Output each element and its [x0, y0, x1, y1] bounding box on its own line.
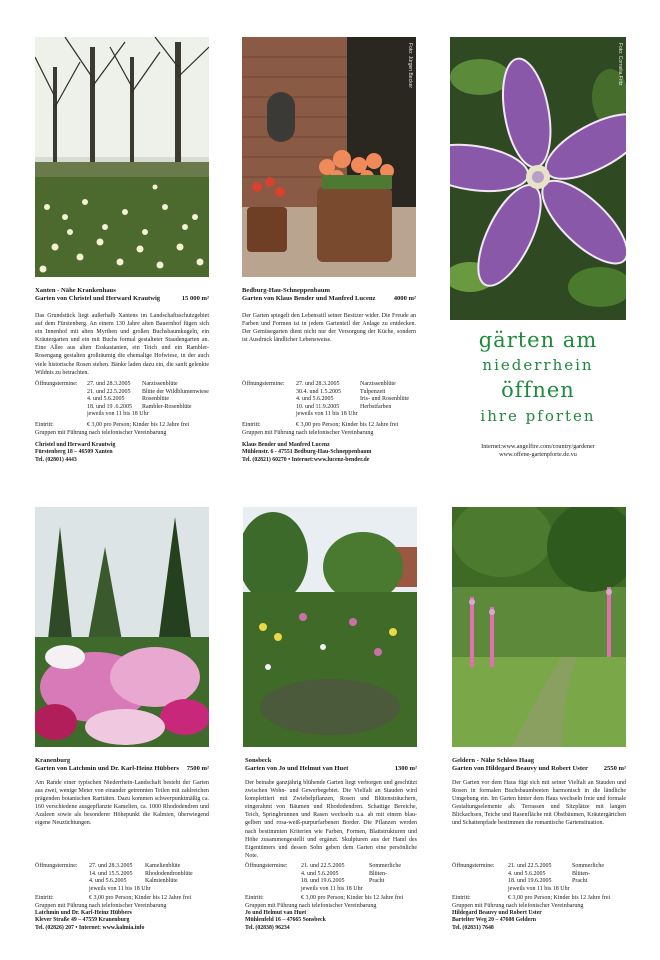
contact-line: Klever Straße 49 – 47559 Kranenburg	[35, 917, 130, 924]
event: Narzissenblüte	[360, 381, 396, 387]
contact-line: Christel und Herward Krautwig	[35, 442, 116, 448]
event: Herbstfarben	[360, 403, 392, 410]
fee-value: € 3,00 pro Person; Kinder bis 12 Jahre frei	[301, 895, 404, 901]
garden-heading	[242, 287, 416, 304]
event: Rosenblüte	[142, 396, 169, 403]
date: 4. und 5.6.2005	[89, 878, 127, 885]
date: 4. und 5.6.2005	[301, 870, 339, 877]
contact-line: Klaus Bender und Manfred Lucenz	[242, 442, 330, 448]
admission	[242, 422, 416, 438]
contact-line: Bartelter Weg 20 – 47608 Geldern	[452, 917, 536, 924]
photo-geldern-garden	[452, 507, 626, 747]
date: 30.4. und 1.5.2005	[296, 388, 341, 395]
groups-note: Gruppen mit Führung nach telefonischer Vereinbarung	[242, 429, 374, 436]
title-line: niederrhein	[482, 356, 594, 374]
event: Sommerliche	[369, 863, 401, 869]
hours-label: Öffnungstermine:	[245, 863, 288, 869]
garden-contact	[35, 910, 144, 932]
opening-dates	[35, 381, 209, 421]
groups-note: Gruppen mit Führung nach telefonischer Vereinbarung	[452, 902, 584, 909]
fee-value: € 3,00 pro Person; Kinder bis 12 Jahre frei	[89, 895, 192, 901]
groups-note: Gruppen mit Führung nach telefonischer Vereinbarung	[35, 429, 167, 436]
hours-label: Öffnungstermine:	[242, 381, 285, 387]
fee-label: Eintritt:	[242, 422, 261, 428]
event: Pracht	[369, 878, 385, 885]
garden-size: 2550 m²	[603, 765, 626, 773]
contact-line: Jo und Helmut van Huet	[245, 910, 307, 916]
fee-label: Eintritt:	[452, 895, 471, 901]
date: 21. und 22.5.2005	[508, 863, 552, 869]
date: 27. und 28.3.2005	[87, 381, 131, 387]
garden-description: Der Garten spiegelt den Lebensstil seiner Besitzer wider. Die Freude an Farben und Formen ist in jedem Gartenteil der Anlage zu entdecken. Der Gemüsegarten dient nicht nur der Versorgung der Küche, sondern ist Ausdruck ländlicher Lebensweise.	[242, 313, 416, 344]
date: 27. und 28.3.2005	[296, 381, 340, 387]
date: jeweils von 11 bis 18 Uhr	[508, 885, 570, 892]
contact-line: Hildegard Beauvy und Robert Uster	[452, 910, 542, 916]
event: Blüte der Wildblumenwiese	[142, 388, 209, 395]
date: 18. und 19 .6.2005	[87, 403, 132, 410]
date: jeweils von 11 bis 18 Uhr	[89, 885, 151, 892]
groups-note: Gruppen mit Führung nach telefonischer Vereinbarung	[245, 902, 377, 909]
event: Rambler-Rosenblüte	[142, 403, 192, 410]
photo-bedburg-hau-garden	[242, 37, 416, 277]
photo-credit: Foto: Cornelia Fritz	[617, 43, 623, 86]
fee-value: € 3,00 pro Person; Kinder bis 12 Jahre frei	[87, 422, 190, 428]
groups-note: Gruppen mit Führung nach telefonischer Vereinbarung	[35, 902, 167, 909]
admission	[35, 422, 209, 438]
garden-contact	[245, 910, 326, 932]
fee-value: € 3,00 pro Person; Kinder bis 12 Jahre frei	[508, 895, 611, 901]
garden-name: Garten von Christel und Herward Krautwig	[35, 295, 161, 303]
event: Blüten-	[369, 870, 387, 877]
title-line: gärten am	[478, 328, 598, 352]
fee-label: Eintritt:	[245, 895, 264, 901]
garden-place: Geldern - Nähe Schloss Haag	[452, 757, 535, 764]
contact-line: Latchmin und Dr. Karl-Heinz Hübbers	[35, 910, 132, 916]
garden-place: Sonsbeck	[245, 757, 272, 764]
contact-line: Tel. (02821) 60270 • Internet:www.lucenz-bender.de	[242, 456, 370, 463]
garden-description: Das Grundstück liegt außerhalb Xantens im Landschaftsschutzgebiet auf dem Fürstenberg. An einem 130 Jahre alten Bauernhof fügen sich ein Innenhof mit alten Myrthen und großen Buchsbaumkugeln, ein Kräutergarten und ein mit Buchs formal gestalteter Staudengarten an. Eine Allee aus alten Esskastanien, ein Teich und ein Rambler-Rosengang gestalten großräumig die ehemalige Hofwiese, in der auch viele historische Rosen stehen. Bänke laden dazu ein, die sanft gelenkte Wildnis zu betrachten.	[35, 313, 209, 376]
title-line: ihre pforten	[480, 407, 596, 425]
date: 18. und 19.6.2005	[508, 878, 552, 885]
date: jeweils von 11 bis 18 Uhr	[87, 411, 149, 418]
fee-label: Eintritt:	[35, 422, 54, 428]
date: 18. und 19.6.2005	[301, 878, 345, 885]
contact-line: Fürstenberg 18 – 46509 Xanten	[35, 449, 113, 456]
date: 21. und 22.5.2005	[87, 388, 131, 395]
hours-label: Öffnungstermine:	[35, 381, 78, 387]
garden-contact	[242, 442, 371, 464]
garden-heading	[245, 757, 417, 774]
photo-kranenburg-garden	[35, 507, 209, 747]
photo-sonsbeck-garden	[243, 507, 417, 747]
event: Iris- und Rosenblüte	[360, 396, 409, 403]
garden-size: 7500 m²	[186, 765, 209, 773]
garden-heading	[35, 287, 209, 304]
contact-line: Tel. (02826) 207 • Internet: www.kalmia.info	[35, 924, 145, 931]
admission	[452, 895, 626, 911]
garden-place: Bedburg-Hau-Schneppenbaum	[242, 287, 330, 294]
title-line: öffnen	[501, 378, 575, 402]
fee-label: Eintritt:	[35, 895, 54, 901]
date: 10. und 11.9.2005	[296, 403, 340, 410]
garden-name: Garten von Jo und Helmut van Huet	[245, 765, 349, 773]
garden-description: Der beinahe ganzjährig blühende Garten liegt verborgen und geschützt zwischen Wohn- und Gewerbegebiet. Die Vielfalt an Stauden wird komplettiert mit Zwiebelpflanzen, Rosen und Blütensträuchern, eingerahmt von Bäumen und Rhododendren. Schattige Bereiche, Teich, Springbrunnen und Rasen wechseln u.a. ab mit einem blau-gelben und rosa-weiß-purpurfarbenen Border. Die Pflanzen werden nach bestimmten Kriterien wie Farben, Formen, Blattstrukturen und Höhe zusammengestellt und ergänzt. Skulpturen aus der Hand des Eigentümers und dessen Sohn geben dem Garten eine persönliche Note.	[245, 780, 417, 859]
garden-heading	[35, 757, 209, 774]
photo-clematis	[450, 37, 626, 320]
date: jeweils von 11 bis 18 Uhr	[296, 411, 358, 418]
event: Rhododendronblüte	[145, 870, 193, 877]
garden-contact	[35, 442, 115, 464]
event: Sommerliche	[572, 863, 604, 869]
contact-line: Tel. (02801) 4443	[35, 456, 77, 463]
garden-description: Der Garten vor dem Haus fügt sich mit seiner Vielfalt an Stauden und Rosen in formalen Buchsbaumbeeten harmonisch in die ländliche Umgebung ein. Im Garten hinter dem Haus wechseln freie und formale Gestaltungselemente ab. Terrassen und Sitzplätze mit langen Blickachsen, Teiche und Rasenfläche mit Obstbäumen, Kräutergärtchen und Schattenpfade bestimmen die romantische Gartensituation.	[452, 780, 626, 827]
fee-value: € 3,00 pro Person; Kinder bis 12 Jahre frei	[296, 422, 399, 428]
date: 4. und 5.6.2005	[508, 870, 546, 877]
date: 14. und 15.5.2005	[89, 870, 133, 877]
date: 4. und 5.6.2005	[296, 396, 334, 403]
garden-size: 4000 m²	[393, 295, 416, 303]
date: 21. und 22.5.2005	[301, 863, 345, 869]
opening-dates	[35, 863, 209, 895]
contact-line: Tel. (02838) 96234	[245, 924, 290, 931]
garden-place: Kranenburg	[35, 757, 71, 764]
opening-dates	[245, 863, 417, 895]
contact-line: Tel. (02831) 7648	[452, 924, 494, 931]
garden-heading	[452, 757, 626, 774]
opening-dates	[452, 863, 626, 895]
admission	[245, 895, 417, 911]
event: Narzissenblüte	[142, 381, 178, 387]
date: 4. und 5.6.2005	[87, 396, 125, 403]
admission	[35, 895, 209, 911]
event: Kalmienblüte	[145, 878, 178, 885]
garden-size: 15 000 m²	[181, 295, 209, 303]
hours-label: Öffnungstermine:	[35, 863, 78, 869]
contact-line: Mühlenstr. 6 - 47551 Bedburg-Hau-Schneppenbaum	[242, 449, 372, 456]
date: 27. und 28.3.2005	[89, 863, 133, 869]
photo-xanten-garden	[35, 37, 209, 277]
garden-name: Garten von Hildegard Beauvy und Robert Uster	[452, 765, 588, 773]
garden-size: 1300 m²	[394, 765, 417, 773]
event: Pracht	[572, 878, 588, 885]
garden-place: Xanten - Nähe Krankenhaus	[35, 287, 116, 294]
garden-name: Garten von Latchmin und Dr. Karl-Heinz Hübbers	[35, 765, 179, 773]
date: jeweils von 11 bis 18 Uhr	[301, 885, 363, 892]
website-url[interactable]: Internet:www.angelfire.com/country/gardener	[481, 443, 595, 450]
opening-dates	[242, 381, 416, 421]
hours-label: Öffnungstermine:	[452, 863, 495, 869]
photo-credit: Foto: Jürgen Becker	[407, 43, 413, 89]
event: Tulpenzeit	[360, 388, 386, 395]
poster-title	[450, 326, 626, 428]
website-links	[450, 443, 626, 459]
contact-line: Mühlenfeld 16 – 47665 Sonsbeck	[245, 917, 326, 924]
event: Kamelienblüte	[145, 863, 181, 869]
website-url[interactable]: www.offene-gartenpforte.de.vu	[499, 451, 577, 458]
garden-contact	[452, 910, 542, 932]
garden-name: Garten von Klaus Bender und Manfred Lucenz	[242, 295, 376, 303]
event: Blüten-	[572, 870, 590, 877]
garden-description: Am Rande einer typischen Niederrhein-Landschaft besteht der Garten aus zwei, wenige Meter von einander getrennten Teilen mit zahlreichen prägenden botanischen Raritäten. Dazu kommen schwerpunktmäßig ca. 160 verschiedene ausgepflanzte Kamelien, ca. 1000 Rhododendren und Azaleen sowie als besonderer Höhepunkt die Kalmien, überwiegend eigene Neuzüchtungen.	[35, 780, 209, 827]
